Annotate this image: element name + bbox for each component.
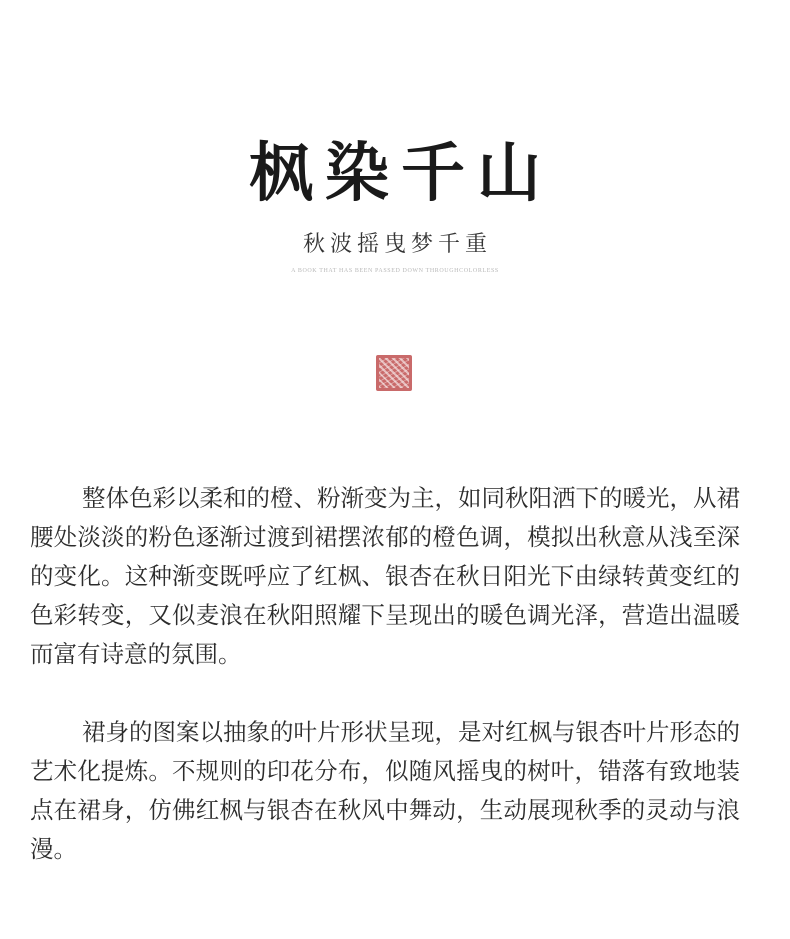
body-paragraph-color: 整体色彩以柔和的橙、粉渐变为主，如同秋阳洒下的暖光，从裙腰处淡淡的粉色逐渐过渡到裙摆浓郁的橙色调，模拟出秋意从浅至深的变化。这种渐变既呼应了红枫、银杏在秋日阳光下由绿转黄变红的色彩转变，又似麦浪在秋阳照耀下呈现出的暖色调光泽，营造出温暖而富有诗意的氛围。 — [30, 484, 740, 668]
body-paragraph-pattern: 裙身的图案以抽象的叶片形状呈现，是对红枫与银杏叶片形态的艺术化提炼。不规则的印花分布，似随风摇曳的树叶，错落有致地装点在裙身，仿佛红枫与银杏在秋风中舞动，生动展现秋季的灵动与浪漫。 — [30, 718, 740, 863]
red-seal-stamp-icon — [376, 355, 412, 391]
page-title: 枫染千山 — [249, 136, 553, 211]
english-tagline: A BOOK THAT HAS BEEN PASSED DOWN THROUGHCOLORLESS — [291, 268, 499, 274]
seal-texture — [379, 358, 409, 388]
page-subtitle: 秋波摇曳梦千重 — [302, 232, 492, 257]
